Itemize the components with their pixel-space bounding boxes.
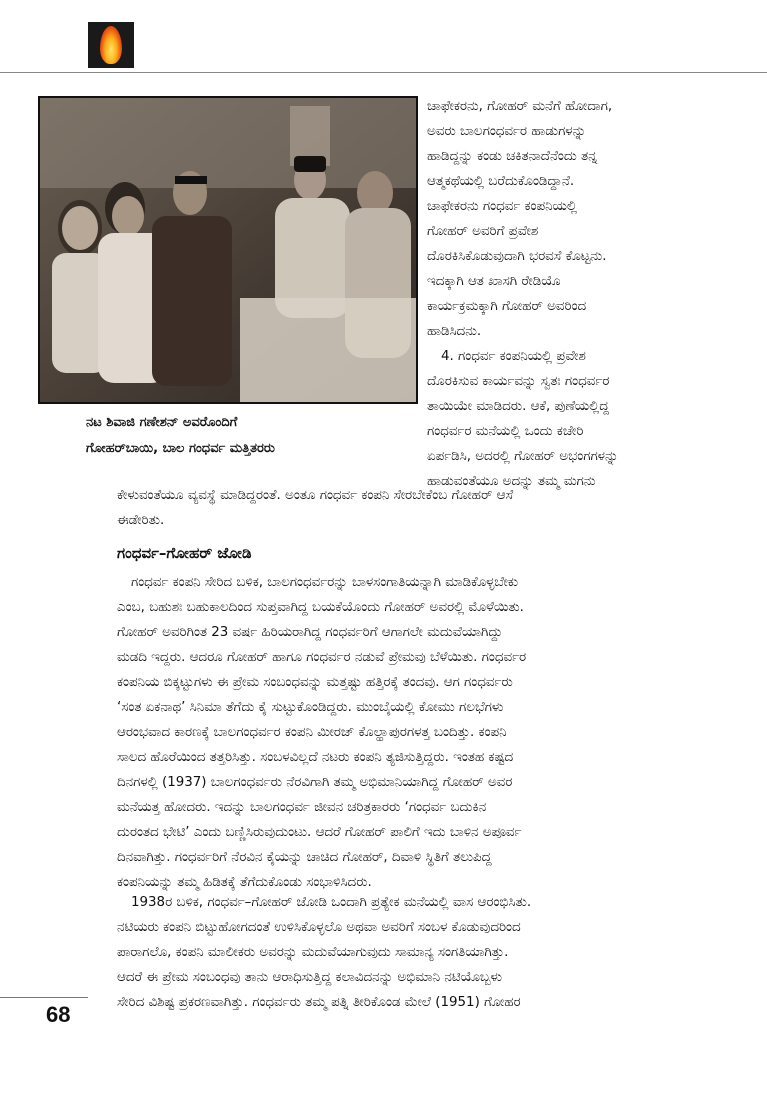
- paragraph-1: [117, 570, 717, 895]
- text-line: ದೊರಕಿಸುವ ಕಾರ್ಯವನ್ನು ಸ್ವತಃ ಗಂಧರ್ವರ: [427, 374, 610, 389]
- text-line: ಹಾಡುವಂತೆಯೂ ಅದನ್ನು ತಮ್ಮ ಮಗನು: [427, 474, 596, 489]
- text-line: ಆದರೆ ಈ ಪ್ರೇಮ ಸಂಬಂಧವು ತಾನು ಆರಾಧಿಸುತ್ತಿದ್ದ ಕಲಾವಿದನನ್ನು ಅಭಿಮಾನಿ ನಟಿಯೊಬ್ಬಳು: [117, 970, 502, 985]
- text-line: ಕಂಪನಿಯನ್ನು ತಮ್ಮ ಹಿಡಿತಕ್ಕೆ ತೆಗೆದುಕೊಂಡು ಸಂಭಾಳಿಸಿದರು.: [117, 875, 372, 890]
- continuation-text: [117, 483, 717, 533]
- footer-divider: [0, 997, 88, 998]
- text-line: ಆರಂಭವಾದ ಕಾರಣಕ್ಕೆ ಬಾಲಗಂಧರ್ವರ ಕಂಪನಿ ಮೀರಜ್ ಕೊಲ್ಹಾಪುರಗಳತ್ತ ಬಂದಿತ್ತು. ಕಂಪನಿ: [117, 725, 507, 740]
- text-line: ಏರ್ಪಡಿಸಿ, ಅದರಲ್ಲಿ ಗೋಹರ್ ಅಭಂಗಗಳನ್ನು: [427, 449, 619, 464]
- text-line: ಗಂಧರ್ವ ಕಂಪನಿ ಸೇರಿದ ಬಳಿಕ, ಬಾಲಗಂಧರ್ವರನ್ನು ಬಾಳಸಂಗಾತಿಯನ್ನಾಗಿ ಮಾಡಿಕೊಳ್ಳಬೇಕು: [131, 575, 519, 590]
- text-line: ಮನೆಯತ್ತ ಹೋದರು. ಇದನ್ನು ಬಾಲಗಂಧರ್ವ ಜೀವನ ಚರಿತ್ರಕಾರರು ‘ಗಂಧರ್ವ ಬದುಕಿನ: [117, 800, 487, 815]
- text-line: ಕಂಪನಿಯ ಬಿಕ್ಕಟ್ಟುಗಳು ಈ ಪ್ರೇಮ ಸಂಬಂಧವನ್ನು ಮತ್ತಷ್ಟು ಹತ್ತಿರಕ್ಕೆ ತಂದವು. ಆಗ ಗಂಧರ್ವರು: [117, 675, 513, 690]
- text-line: ಸಾಲದ ಹೊರೆಯಿಂದ ತತ್ತರಿಸಿತ್ತು. ಸಂಬಳವಿಲ್ಲದೆ ನಟರು ಕಂಪನಿ ತ್ಯಜಿಸುತ್ತಿದ್ದರು. ಇಂತಹ ಕಷ್ಟದ: [117, 750, 514, 765]
- text-line: 4. ಗಂಧರ್ವ ಕಂಪನಿಯಲ್ಲಿ ಪ್ರವೇಶ: [441, 349, 586, 364]
- text-line: ಹಾಡಿದ್ದನ್ನು ಕಂಡು ಚಕಿತನಾದೆನೆಂದು ತನ್ನ: [427, 149, 598, 164]
- text-line: ಚಾಫೇಕರನು, ಗೋಹರ್ ಮನೆಗೆ ಹೋದಾಗ,: [427, 99, 613, 114]
- text-line: ಕಾರ್ಯಕ್ರಮಕ್ಕಾಗಿ ಗೋಹರ್ ಅವರಿಂದ: [427, 299, 587, 314]
- text-line: 1938ರ ಬಳಿಕ, ಗಂಧರ್ವ–ಗೋಹರ್ ಜೋಡಿ ಒಂದಾಗಿ ಪ್ರತ್ಯೇಕ ಮನೆಯಲ್ಲಿ ವಾಸ ಆರಂಭಿಸಿತು.: [131, 895, 532, 910]
- text-line: ತಾಯಿಯೇ ಮಾಡಿದರು. ಆಕೆ, ಪುಣೆಯಲ್ಲಿದ್ದ: [427, 399, 610, 414]
- figure-caption: [86, 410, 416, 462]
- text-line: ಆತ್ಮಕಥೆಯಲ್ಲಿ ಬರೆದುಕೊಂಡಿದ್ದಾನೆ.: [427, 174, 575, 189]
- text-line: ಹಾಡಿಸಿದನು.: [427, 324, 482, 339]
- photo-illustration: [40, 98, 416, 402]
- text-line: ಚಾಫೇಕರನು ಗಂಧರ್ವ ಕಂಪನಿಯಲ್ಲಿ: [427, 199, 577, 214]
- text-line: ಪಾರಾಗಲೊ, ಕಂಪನಿ ಮಾಲೀಕರು ಅವರನ್ನು ಮದುವೆಯಾಗುವುದು ಸಾಮಾನ್ಯ ಸಂಗತಿಯಾಗಿತ್ತು.: [117, 945, 509, 960]
- caption-line: ಗೋಹರ್‌ಬಾಯಿ, ಬಾಲ ಗಂಧರ್ವ ಮತ್ತಿತರರು: [86, 441, 275, 456]
- text-line: ದುರಂತದ ಭೇಟಿ’ ಎಂದು ಬಣ್ಣಿಸಿರುವುದುಂಟು. ಆದರೆ ಗೋಹರ್ ಪಾಲಿಗೆ ಇದು ಬಾಳಿನ ಅಪೂರ್ವ: [117, 825, 522, 840]
- text-line: ಗೋಹರ್ ಅವರಿಗಿಂತ 23 ವರ್ಷ ಹಿರಿಯರಾಗಿದ್ದ ಗಂಧರ್ವರಿಗೆ ಆಗಾಗಲೇ ಮದುವೆಯಾಗಿದ್ದು: [117, 625, 503, 640]
- text-line: ದೊರಕಿಸಿಕೊಡುವುದಾಗಿ ಭರವಸೆ ಕೊಟ್ಟನು.: [427, 249, 607, 264]
- text-line: ಇದಕ್ಕಾಗಿ ಆತ ಖಾಸಗಿ ರೇಡಿಯೊ: [427, 274, 561, 289]
- text-line: ದಿನವಾಗಿತ್ತು. ಗಂಧರ್ವರಿಗೆ ನೆರವಿನ ಕೈಯನ್ನು ಚಾಚಿದ ಗೋಹರ್, ದಿವಾಳಿ ಸ್ಥಿತಿಗೆ ತಲುಪಿದ್ದ: [117, 850, 492, 865]
- text-line: ಎಂಬ, ಬಹುಶಃ ಬಹುಕಾಲದಿಂದ ಸುಪ್ತವಾಗಿದ್ದ ಬಯಕೆಯೊಂದು ಗೋಹರ್ ಅವರಲ್ಲಿ ಮೊಳೆಯಿತು.: [117, 600, 524, 615]
- flame-logo-icon: [88, 22, 134, 68]
- figure-photo: [38, 96, 418, 404]
- section-heading: ಗಂಧರ್ವ–ಗೋಹರ್ ಜೋಡಿ: [117, 544, 252, 562]
- text-line: ಗಂಧರ್ವರ ಮನೆಯಲ್ಲಿ ಒಂದು ಕಚೇರಿ: [427, 424, 584, 439]
- text-line: ಗೋಹರ್ ಅವರಿಗೆ ಪ್ರವೇಶ: [427, 224, 539, 239]
- text-line: ಈಡೇರಿತು.: [117, 513, 165, 528]
- right-column-text: [427, 94, 717, 494]
- header-divider: [0, 72, 767, 73]
- paragraph-2: [117, 890, 717, 1015]
- text-line: ಮಡದಿ ಇದ್ದರು. ಆದರೂ ಗೋಹರ್ ಹಾಗೂ ಗಂಧರ್ವರ ನಡುವೆ ಪ್ರೇಮವು ಬೆಳೆಯಿತು. ಗಂಧರ್ವರ: [117, 650, 527, 665]
- text-line: ‘ಸಂತ ಏಕನಾಥ’ ಸಿನಿಮಾ ತೆಗೆದು ಕೈ ಸುಟ್ಟುಕೊಂಡಿದ್ದರು. ಮುಂಬೈಯಲ್ಲಿ ಕೋಮು ಗಲಭೆಗಳು: [117, 700, 504, 715]
- text-line: ದಿನಗಳಲ್ಲಿ (1937) ಬಾಲಗಂಧರ್ವರು ನೆರವಿಗಾಗಿ ತಮ್ಮ ಅಭಿಮಾನಿಯಾಗಿದ್ದ ಗೋಹರ್ ಅವರ: [117, 775, 513, 790]
- caption-line: ನಟ ಶಿವಾಜಿ ಗಣೇಶನ್ ಅವರೊಂದಿಗೆ: [86, 415, 238, 430]
- page-number: 68: [46, 1002, 71, 1027]
- text-line: ನಟಿಯರು ಕಂಪನಿ ಬಿಟ್ಟುಹೋಗದಂತೆ ಉಳಿಸಿಕೊಳ್ಳಲೊ ಅಥವಾ ಅವರಿಗೆ ಸಂಬಳ ಕೊಡುವುದರಿಂದ: [117, 920, 521, 935]
- text-line: ಅವರು ಬಾಲಗಂಧರ್ವರ ಹಾಡುಗಳನ್ನು: [427, 124, 587, 139]
- text-line: ಸೇರಿದ ವಿಶಿಷ್ಟ ಪ್ರಕರಣವಾಗಿತ್ತು. ಗಂಧರ್ವರು ತಮ್ಮ ಪತ್ನಿ ತೀರಿಕೊಂಡ ಮೇಲೆ (1951) ಗೋಹರ: [117, 995, 521, 1010]
- text-line: ಕೇಳುವಂತೆಯೂ ವ್ಯವಸ್ಥೆ ಮಾಡಿದ್ದರಂತೆ. ಅಂತೂ ಗಂಧರ್ವ ಕಂಪನಿ ಸೇರಬೇಕೆಂಬ ಗೋಹರ್ ಆಸೆ: [117, 488, 514, 503]
